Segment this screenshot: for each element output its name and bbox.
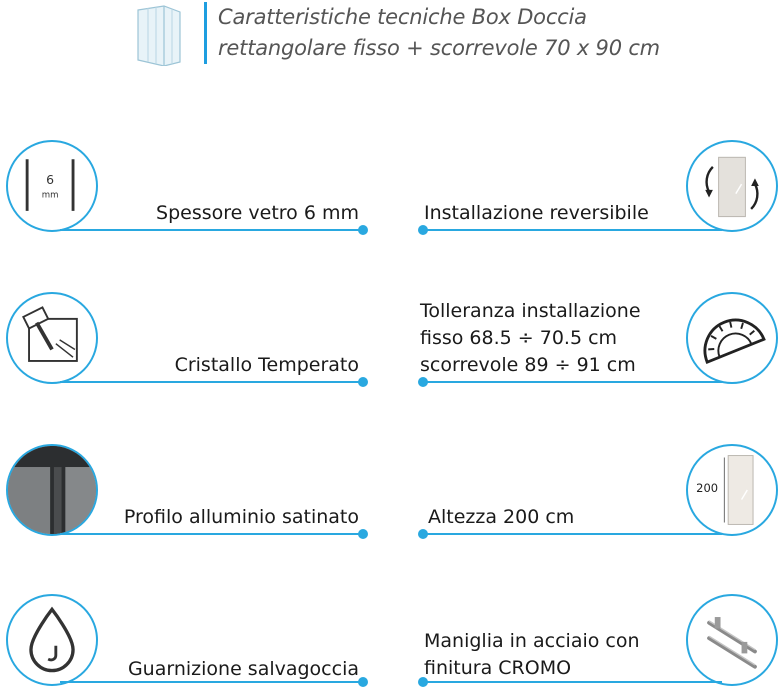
glass-thickness-value: 6 (46, 172, 55, 188)
glass-thickness-unit: mm (41, 190, 59, 201)
feature-label-chrome-handle (424, 628, 640, 682)
reversible-door-icon (686, 140, 778, 232)
shower-box-icon (134, 2, 184, 66)
feature-label-glass-thickness: Spessore vetro 6 mm (156, 202, 359, 224)
feature-label-drip-seal: Guarnizione salvagoccia (127, 658, 359, 680)
feature-label-reversible: Installazione reversibile (424, 202, 649, 224)
height-panel-icon (686, 444, 778, 536)
tolerance-line-2: fisso 68.5 ÷ 70.5 cm (420, 327, 618, 349)
handle-line-1: Maniglia in acciaio con (424, 630, 640, 652)
aluminium-profile-icon (6, 444, 98, 536)
feature-line-right-3 (424, 533, 722, 535)
tempered-glass-hammer-icon (6, 292, 98, 384)
feature-line-left-3 (60, 533, 364, 535)
height-value: 200 (696, 480, 719, 495)
feature-dot-left-1 (358, 225, 368, 235)
title-accent-bar (204, 2, 207, 64)
page-title (218, 2, 660, 64)
feature-dot-right-3 (418, 529, 428, 539)
feature-label-tolerance (420, 298, 641, 379)
feature-label-aluminium-profile: Profilo alluminio satinato (123, 506, 359, 528)
title-line-2: rettangolare fisso + scorrevole 70 x 90 cm (218, 36, 660, 60)
feature-line-left-1 (60, 229, 364, 231)
water-drop-icon (6, 594, 98, 686)
feature-line-right-1 (424, 229, 722, 231)
title-line-1: Caratteristiche tecniche Box Doccia (218, 5, 587, 29)
chrome-handle-icon (686, 594, 778, 686)
feature-label-height: Altezza 200 cm (428, 506, 575, 528)
tolerance-line-1: Tolleranza installazione (420, 300, 641, 322)
tolerance-line-3: scorrevole 89 ÷ 91 cm (420, 354, 636, 376)
protractor-icon (686, 292, 778, 384)
feature-dot-left-2 (358, 377, 368, 387)
glass-thickness-icon (6, 140, 98, 232)
handle-line-2: finitura CROMO (424, 657, 572, 679)
feature-label-tempered-glass: Cristallo Temperato (174, 354, 359, 376)
feature-line-right-2 (424, 381, 722, 383)
feature-dot-left-4 (358, 677, 368, 687)
feature-dot-left-3 (358, 529, 368, 539)
feature-line-left-2 (60, 381, 364, 383)
